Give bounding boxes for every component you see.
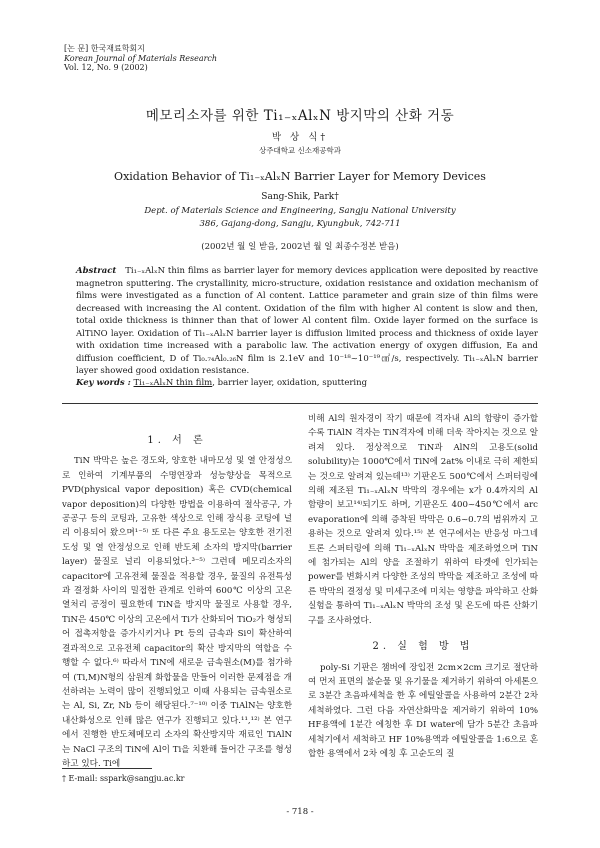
journal-volume: Vol. 12, No. 9 (2002) — [64, 63, 148, 72]
keywords — [76, 378, 538, 388]
journal-header-en: Korean Journal of Materials Research — [64, 53, 218, 63]
title-english: Oxidation Behavior of Ti₁₋ₓAlₓN Barrier Layer for Memory Devices — [114, 170, 486, 183]
right-column — [308, 412, 538, 761]
received-dates: (2002년 월 일 받음, 2002년 월 일 최종수정본 받음) — [201, 242, 399, 252]
footnote-email: † E-mail: sspark@sangju.ac.kr — [62, 774, 185, 783]
page-number: - 718 - — [286, 807, 314, 817]
affiliation-korean: 상주대학교 신소재공학과 — [258, 146, 342, 155]
footnote-divider — [62, 768, 152, 769]
abstract-label: Abstract — [76, 266, 117, 276]
section-heading-introduction: 1. 서 론 — [147, 435, 207, 446]
affiliation-english-line1: Dept. of Materials Science and Engineering, Sangju National University — [144, 206, 456, 216]
introduction-paragraph: TiN 박막은 높은 경도와, 양호한 내마모성 및 열 안정성으로 인하여 기계부품의 수명연장과 성능향상을 목적으로 PVD(physical vapor deposition) 혹은 CVD(chemical vapor deposition)의 다양한 방법을 이용하여 절삭공구, 가공공구 등의 코팅과, 고유한 색상으로 인해 장식용 코팅에 널리 이용되어 왔으며¹⁻⁵⁾ 또 다른 주요 용도로는 양호한 전기전도성 및 열 안정성으로 인해 반도체 소자의 방지막(barrier layer) 물질로 널리 이용되었다.³⁻⁵⁾ 그런데 메모리소자의 capacitor에 고유전체 물질을 적용할 경우, 물질의 유전특성과 결정화 사이의 밀접한 관계로 인하여 600℃ 이상의 고온 열처리 공정이 필요한데 TiN을 방지막 물질로 사용할 경우, TiN은 450℃ 이상의 고온에서 Ti가 산화되어 TiO₂가 형성되어 접촉저항을 증가시키거나 Pt 등의 금속과 Si이 확산하여 결과적으로 고유전체 capacitor의 확산 방지막의 역할을 수행할 수 없다.⁶⁾ 따라서 TiN에 새로운 금속원소(M)를 첨가하여 (Ti,M)N형의 삼원계 화합물을 만들어 이러한 문제점을 개선하려는 노력이 많이 진행되었고 이때 사용되는 금속원소로는 Al, Si, Zr, Nb 등이 해당된다.⁷⁻¹⁰⁾ 이중 TiAlN는 양호한 내산화성으로 인해 많은 연구가 진행되고 있다.¹¹,¹²⁾ 본 연구에서 진행한 반도체메모리 소자의 확산방지막 재료인 TiAlN는 NaCl 구조의 TiN에 Al이 Ti을 치환해 들어간 구조를 형성하고 있다. Ti에 — [62, 456, 292, 769]
divider — [62, 403, 538, 404]
keywords-label: Key words : — [76, 378, 131, 388]
journal-header — [64, 44, 217, 73]
author-english: Sang-Shik, Park† — [261, 192, 339, 202]
keyword-first: Ti₁₋ₓAlₓN thin film — [133, 378, 213, 388]
abstract-text: Ti₁₋ₓAlₓN thin films as barrier layer for memory devices application were deposited by reactive magnetron sputtering. The crystallinity, micro-structure, oxidation resistance and oxidation mechanism of films were investigated as a function of Al content. Lattice parameter and grain size of thin films were decreased with increasing the Al content. Oxidation of the film with higher Al content is slow and then, total oxide thickness is thinner than that of lower Al content film. Oxide layer formed on the surface is AlTiNO layer. Oxidation of Ti₁₋ₓAlₓN barrier layer is diffusion limited process and thickness of oxide layer with oxidation time increased with a parabolic law. The activation energy of oxygen diffusion, Ea and diffusion coefficient, D of Ti₀.₇₄Al₀.₂₆N film is 2.1eV and 10⁻¹⁸~10⁻¹⁹㎠/s, respectively. Ti₁₋ₓAlₓN barrier layer showed good oxidation resistance. — [76, 266, 539, 376]
journal-header-ko: [논 문] 한국재료학회지 — [64, 44, 145, 53]
author-korean: 박 상 식† — [271, 132, 329, 143]
left-column — [62, 434, 292, 771]
affiliation-english-line2: 386, Gajang-dong, Sangju, Kyungbuk, 742-711 — [199, 219, 401, 229]
methods-paragraph: poly-Si 기판은 챔버에 장입전 2cm×2cm 크기로 절단하여 먼저 표면의 불순물 및 유기물을 제거하기 위하여 아세톤으로 3분간 초음파세척을 한 후 에틸알콜을 사용하여 2분간 2차 세척하였다. 그런 다음 자연산화막을 제거하기 위하여 10% HF용액에 1분간 에칭한 후 DI water에 담가 5분간 초음파 세척기에서 세척하고 HF 10%용액과 에틸알콜을 1:6으로 혼합한 용액에서 2차 에칭 후 고순도의 질 — [308, 662, 538, 759]
title-korean: 메모리소자를 위한 Ti₁₋ₓAlₓN 방지막의 산화 거동 — [145, 108, 455, 124]
section-heading-methods: 2. 실 험 방 법 — [372, 641, 474, 653]
keywords-rest: , barrier layer, oxidation, sputtering — [212, 378, 368, 388]
introduction-continued-paragraph: 비해 Al의 원자경이 작기 때문에 격자내 Al의 함량이 증가할수록 TiAlN 격자는 TiN격자에 비해 더욱 작아지는 것으로 알려져 있다. 정상적으로 TiN과 AlN의 고용도(solid solubility)는 1000℃에서 TiN에 2at% 이내로 극히 제한되는 것으로 알려져 있는데¹³⁾ 기판온도 500℃에서 스퍼터링에 의해 제조된 Ti₁₋ₓAlₓN 박막의 경우에는 x가 0.4까지의 Al 함량이 보고¹⁴⁾되기도 하며, 기판온도 400~450℃에서 arc evaporation에 의해 증착된 박막은 0.6~0.7의 범위까지 고용하는 것으로 알려져 있다.¹⁵⁾ 본 연구에서는 반응성 마그네트론 스퍼터링에 의해 Ti₁₋ₓAlₓN 박막을 제조하였으며 TiN에 첨가되는 Al의 양을 조절하기 위하여 타겟에 인가되는 power를 변화시켜 다양한 조성의 박막을 제조하고 조성에 따른 박막의 결정성 및 미세구조에 미치는 영향을 파악하고 산화실험을 통하여 Ti₁₋ₓAlₓN 박막의 조성 및 온도에 따른 산화기구를 조사하였다. — [308, 414, 538, 626]
abstract — [76, 265, 538, 378]
